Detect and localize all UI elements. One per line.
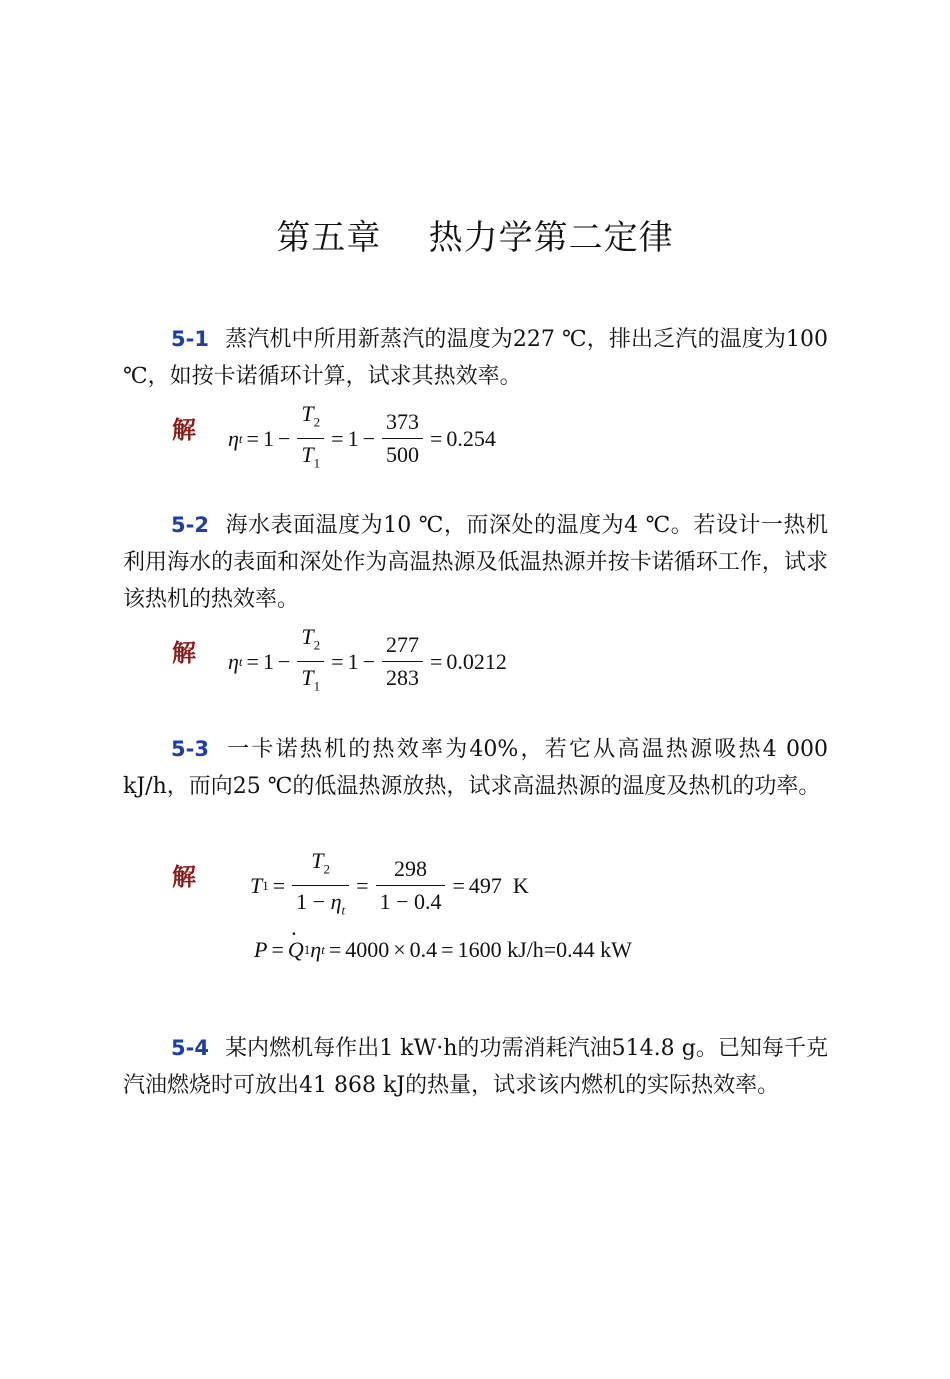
numerator: 298 (394, 856, 428, 882)
result: 0.254 (446, 425, 496, 451)
result: 497 (468, 872, 502, 898)
problem-5-1 (123, 321, 828, 395)
denominator: 283 (382, 661, 423, 692)
numerator: 277 (385, 632, 419, 658)
problem-text: 海水表面温度为10 ℃，而深处的温度为4 ℃。若设计一热机利用海水的表面和深处作为高温热源及低温热源并按卡诺循环工作，试求该热机的热效率。 (123, 513, 828, 612)
solution-label: 解 (172, 862, 196, 891)
equation-5-3b: P = · Q 1 η t = 4000 × 0.4 = 1600 kJ/h=0.44 kW (254, 937, 632, 963)
result: 0.0212 (446, 648, 507, 674)
problem-text: 某内燃机每作出1 kW·h的功需消耗汽油514.8 g。已知每千克汽油燃烧时可放出41 868 kJ的热量，试求该内燃机的实际热效率。 (123, 1036, 828, 1098)
page-title: 第五章 热力学第二定律 (276, 218, 674, 258)
result: 1600 (457, 937, 502, 962)
problem-number: 5-4 (171, 1036, 209, 1060)
equation-5-3a: T 1 = $\frac{T_2}{1 - \eta_t}$ = $\frac{298}{1 - 0.4}$ = 497 K (250, 847, 529, 925)
problem-number: 5-1 (171, 327, 209, 351)
problem-5-2 (123, 507, 828, 618)
numerator: 373 (385, 409, 419, 435)
problem-text: 蒸汽机中所用新蒸汽的温度为227 ℃，排出乏汽的温度为100 ℃，如按卡诺循环计算，试求其热效率。 (123, 327, 828, 389)
solution-label: 解 (172, 415, 196, 444)
problem-number: 5-3 (171, 737, 209, 761)
problem-text: 一卡诺热机的热效率为40%，若它从高温热源吸热4 000 kJ/h，而向25 ℃的低温热源放热，试求高温热源的温度及热机的功率。 (123, 737, 828, 799)
equation-5-2: η t = 1 − $\frac{T_2}{T_1}$ = 1 − $\frac{277}{283}$ = 0.0212 (228, 623, 507, 701)
solution-label: 解 (172, 638, 196, 667)
denominator: 500 (382, 438, 423, 469)
equation-5-1: η t = 1 − $\frac{T_2}{T_1}$ = 1 − $\frac{373}{500}$ = 0.254 (228, 400, 496, 478)
problem-number: 5-2 (171, 513, 209, 537)
problem-5-4 (123, 1030, 828, 1104)
problem-5-3 (123, 731, 828, 805)
